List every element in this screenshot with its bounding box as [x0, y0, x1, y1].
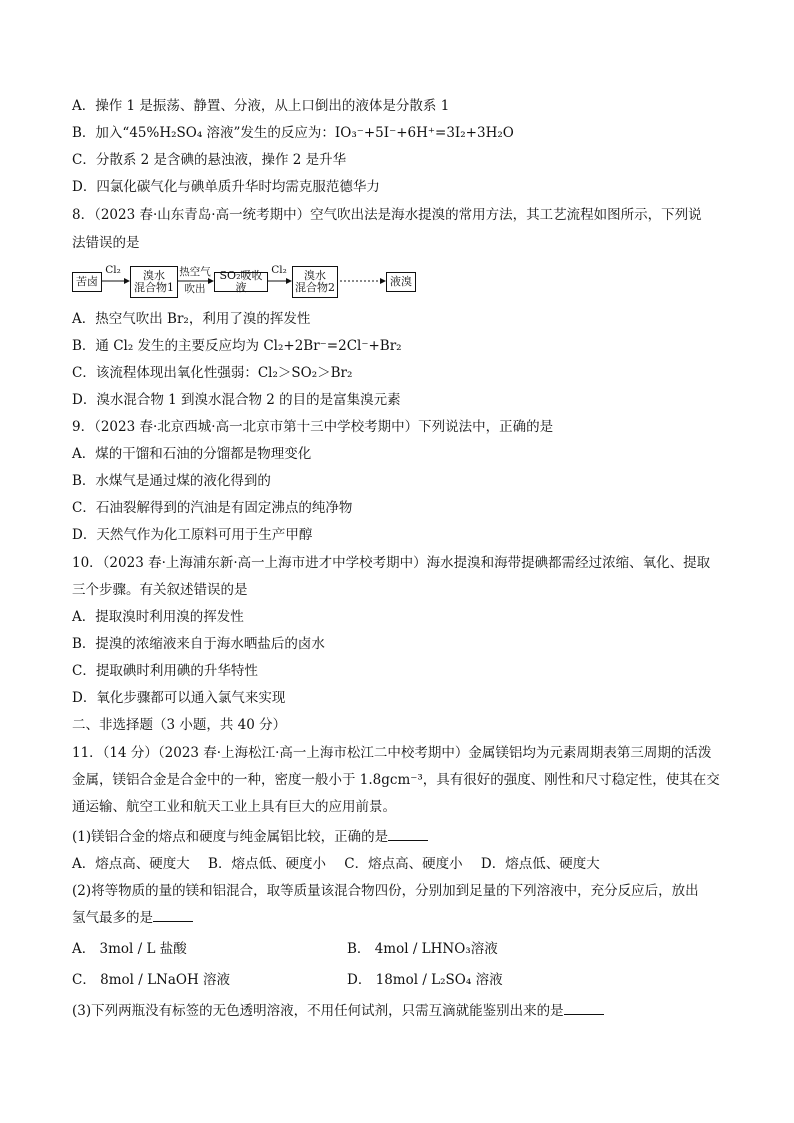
flow-box-bromine-water-2 — [292, 266, 338, 298]
flow-box-bittern: 苦卤 — [72, 272, 102, 292]
q10-option-a: A．提取溴时利用溴的挥发性 — [72, 609, 244, 625]
flow-arrow2-label-top: 热空气 — [179, 266, 211, 278]
flow-box-liquid-bromine: 液溴 — [386, 272, 416, 292]
q8-option-d: D．溴水混合物 1 到溴水混合物 2 的目的是富集溴元素 — [72, 392, 401, 408]
flow-box2-line2: 混合物1 — [134, 281, 174, 294]
q11-p1-option-c: C．熔点高、硬度小 — [344, 856, 463, 872]
q10-option-b: B．提溴的浓缩液来自于海水晒盐后的卤水 — [72, 636, 325, 652]
q11-p2-option-a: A． 3mol / L 盐酸 — [72, 941, 187, 957]
flow-arrow2-label-bottom: 吹出 — [184, 283, 206, 295]
q9-option-d: D．天然气作为化工原料可用于生产甲醇 — [72, 527, 313, 543]
q7-option-b: B．加入“45%H₂SO₄ 溶液”发生的反应为：IO₃⁻+5I⁻+6H⁺=3I₂+3H₂O — [72, 125, 514, 141]
q11-p2-option-c: C． 8mol / LNaOH 溶液 — [72, 972, 231, 988]
flow-box4-line2: 混合物2 — [295, 281, 335, 294]
q10-stem-line2: 三个步骤。有关叙述错误的是 — [72, 582, 248, 598]
answer-blank[interactable] — [564, 1002, 604, 1015]
q8-stem-line2: 法错误的是 — [72, 235, 140, 251]
flow-box2-line1: 溴水 — [143, 269, 165, 282]
q11-stem-line3: 通运输、航空工业和航天工业上具有巨大的应用前景。 — [72, 799, 396, 815]
answer-blank[interactable] — [388, 828, 428, 841]
flow-box-so2-absorbent: SO₂吸收液 — [214, 272, 268, 292]
bromine-process-flowchart — [72, 263, 432, 299]
section-heading: 二、非选择题（3 小题，共 40 分） — [72, 717, 287, 733]
flow-arrow1-label: Cl₂ — [105, 264, 121, 276]
q10-option-d: D．氧化步骤都可以通入氯气来实现 — [72, 690, 286, 706]
q11-p2-option-d: D． 18mol / L₂SO₄ 溶液 — [347, 972, 503, 988]
q7-option-a: A．操作 1 是振荡、静置、分液，从上口倒出的液体是分散系 1 — [72, 98, 450, 114]
q7-option-c: C．分散系 2 是含碘的悬浊液，操作 2 是升华 — [72, 152, 347, 168]
q11-part3-text: (3)下列两瓶没有标签的无色透明溶液，不用任何试剂，只需互滴就能鉴别出来的是 — [72, 1003, 564, 1019]
q8-option-c: C．该流程体现出氧化性强弱：Cl₂＞SO₂＞Br₂ — [72, 365, 353, 381]
answer-blank[interactable] — [153, 909, 193, 922]
q11-part1-options — [72, 855, 614, 873]
q7-option-d: D．四氯化碳气化与碘单质升华时均需克服范德华力 — [72, 179, 380, 195]
q9-stem: 9．（2023 春·北京西城·高一北京市第十三中学校考期中）下列说法中，正确的是 — [72, 419, 554, 435]
q11-stem-line2: 金属，镁铝合金是合金中的一种，密度一般小于 1.8gcm⁻³，具有很好的强度、刚性和尺寸稳定性，使其在交 — [72, 772, 720, 788]
q9-option-a: A．煤的干馏和石油的分馏都是物理变化 — [72, 446, 312, 462]
flow-box-bromine-water-1 — [130, 266, 178, 298]
q11-part2-line2 — [72, 909, 193, 927]
q11-part1 — [72, 828, 428, 846]
q11-part2-text: 氢气最多的是 — [72, 910, 153, 926]
q8-option-b: B．通 Cl₂ 发生的主要反应均为 Cl₂+2Br⁻=2Cl⁻+Br₂ — [72, 338, 402, 354]
q11-part2-line1: (2)将等物质的量的镁和铝混合，取等质量该混合物四份，分别加到足量的下列溶液中，充分反应后，放出 — [72, 883, 699, 899]
q9-option-c: C．石油裂解得到的汽油是有固定沸点的纯净物 — [72, 500, 353, 516]
q9-option-b: B．水煤气是通过煤的液化得到的 — [72, 473, 271, 489]
q11-p2-option-b: B． 4mol / LHNO₃溶液 — [347, 941, 498, 957]
q8-stem-line1: 8．（2023 春·山东青岛·高一统考期中）空气吹出法是海水提溴的常用方法，其工艺流程如图所示，下列说 — [72, 207, 702, 223]
q11-p1-option-d: D．熔点低、硬度大 — [480, 856, 600, 872]
q11-p1-option-a: A．熔点高、硬度大 — [72, 856, 190, 872]
q8-option-a: A．热空气吹出 Br₂，利用了溴的挥发性 — [72, 311, 311, 327]
flow-box4-line1: 溴水 — [304, 269, 326, 282]
q11-stem-line1: 11．（14 分）（2023 春·上海松江·高一上海市松江二中校考期中）金属镁铝均为元素周期表第三周期的活泼 — [72, 745, 712, 761]
q10-stem-line1: 10．（2023 春·上海浦东新·高一上海市进才中学校考期中）海水提溴和海带提碘都需经过浓缩、氧化、提取 — [72, 555, 711, 571]
q11-part3 — [72, 1002, 604, 1020]
flow-arrow3-label: Cl₂ — [271, 264, 287, 276]
q10-option-c: C．提取碘时利用碘的升华特性 — [72, 663, 258, 679]
q11-part1-text: (1)镁铝合金的熔点和硬度与纯金属铝比较，正确的是 — [72, 829, 389, 845]
q11-p1-option-b: B．熔点低、硬度小 — [208, 856, 326, 872]
